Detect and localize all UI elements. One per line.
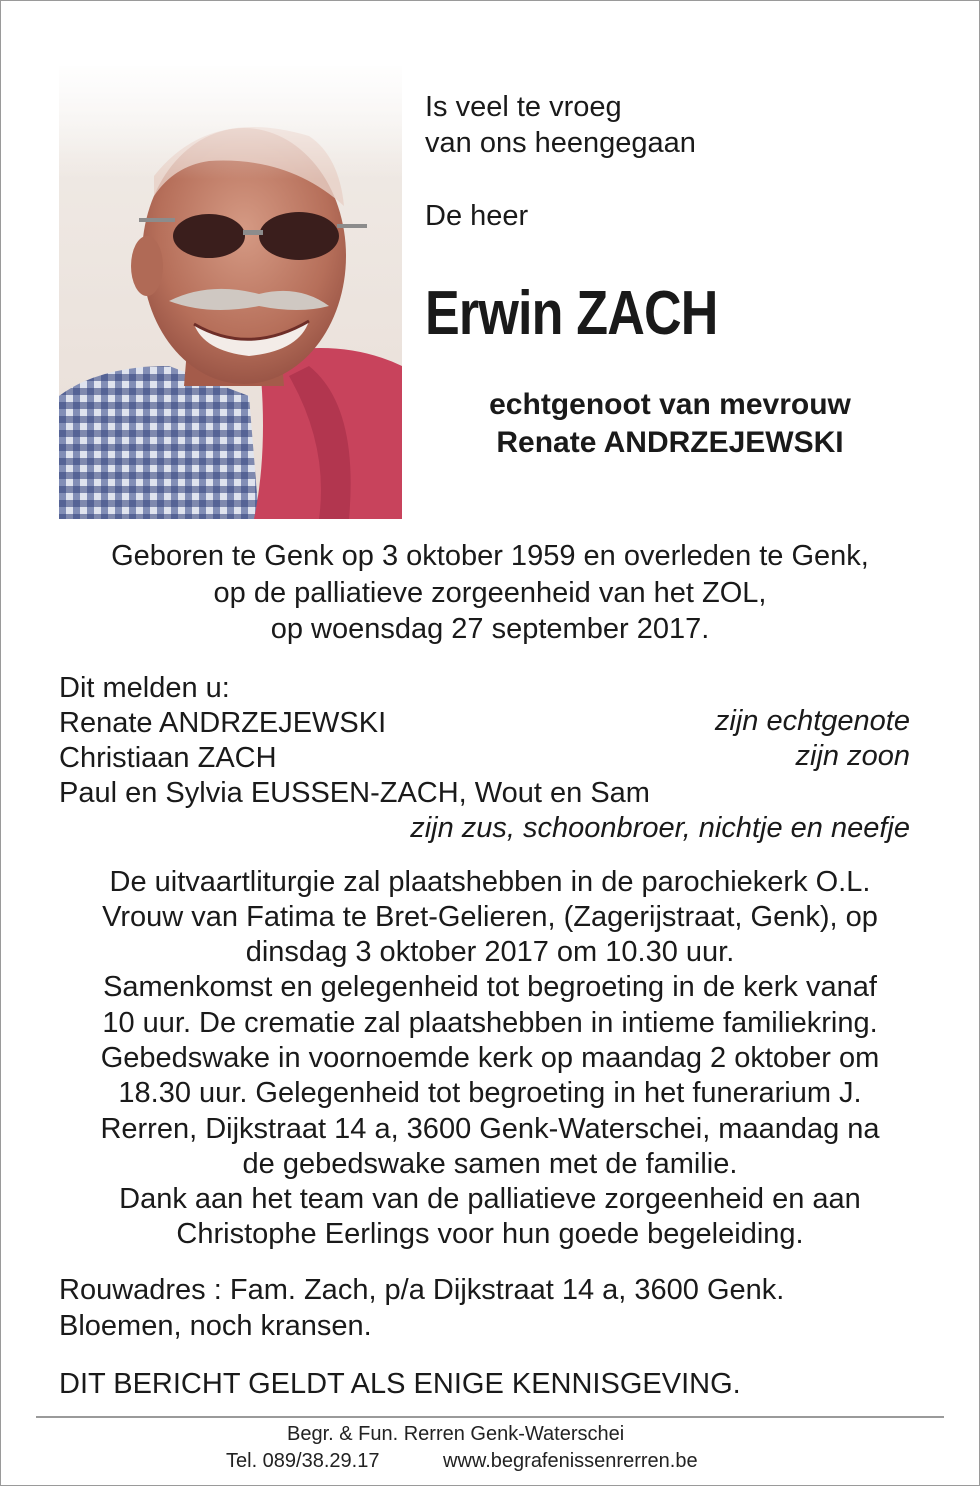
address-line-1: Rouwadres : Fam. Zach, p/a Dijkstraat 14 a, 3600 Genk. [59,1274,785,1306]
service-line: Vrouw van Fatima te Bret-Gelieren, (Zagerijstraat, Genk), op [102,901,878,933]
honorific: De heer [425,200,529,232]
portrait-photo [59,66,402,519]
family-intro: Dit melden u: [59,672,230,704]
service-line: Samenkomst en gelegenheid tot begroeting in de kerk vanaf [103,971,877,1003]
footer-website[interactable]: www.begrafenissenrerren.be [443,1450,698,1472]
service-line: 18.30 uur. Gelegenheid tot begroeting in het funerarium J. [118,1077,862,1109]
family-member-name: Paul en Sylvia EUSSEN-ZACH, Wout en Sam [59,777,650,809]
footer-company: Begr. & Fun. Rerren Genk-Waterschei [287,1423,625,1445]
notice: DIT BERICHT GELDT ALS ENIGE KENNISGEVING. [59,1368,741,1400]
footer-divider [36,1416,944,1418]
family-member-name: Renate ANDRZEJEWSKI [59,707,387,739]
family-member-name: Christiaan ZACH [59,742,277,774]
address-line-2: Bloemen, noch kransen. [59,1310,372,1342]
portrait-illustration [59,66,402,519]
family-member-relation: zijn echtgenote [714,705,910,737]
intro-line-1: Is veel te vroeg [425,91,622,123]
birth-line-2: op de palliatieve zorgeenheid van het ZOL, [213,577,767,609]
service-line: Christophe Eerlings voor hun goede begeleiding. [176,1218,804,1250]
service-line: 10 uur. De crematie zal plaatshebben in intieme familiekring. [102,1007,878,1039]
birth-line-3: op woensdag 27 september 2017. [270,613,710,645]
deceased-name: Erwin ZACH [425,279,718,348]
spouse-line-2: Renate ANDRZEJEWSKI [496,426,844,459]
service-line: Dank aan het team van de palliatieve zorgeenheid en aan [119,1183,861,1215]
birth-line-1: Geboren te Genk op 3 oktober 1959 en overleden te Genk, [111,540,869,572]
family-member-relation: zijn zoon [795,740,910,772]
service-line: dinsdag 3 oktober 2017 om 10.30 uur. [245,936,735,968]
service-line: Rerren, Dijkstraat 14 a, 3600 Genk-Waterschei, maandag na [100,1113,880,1145]
footer-phone: Tel. 089/38.29.17 [226,1450,380,1472]
service-line: De uitvaartliturgie zal plaatshebben in de parochiekerk O.L. [109,866,871,898]
service-line: Gebedswake in voornoemde kerk op maandag 2 oktober om [100,1042,880,1074]
family-member-relation: zijn zus, schoonbroer, nichtje en neefje [410,812,910,844]
intro-line-2: van ons heengegaan [425,127,696,159]
spouse-line-1: echtgenoot van mevrouw [489,388,851,421]
service-line: de gebedswake samen met de familie. [242,1148,738,1180]
